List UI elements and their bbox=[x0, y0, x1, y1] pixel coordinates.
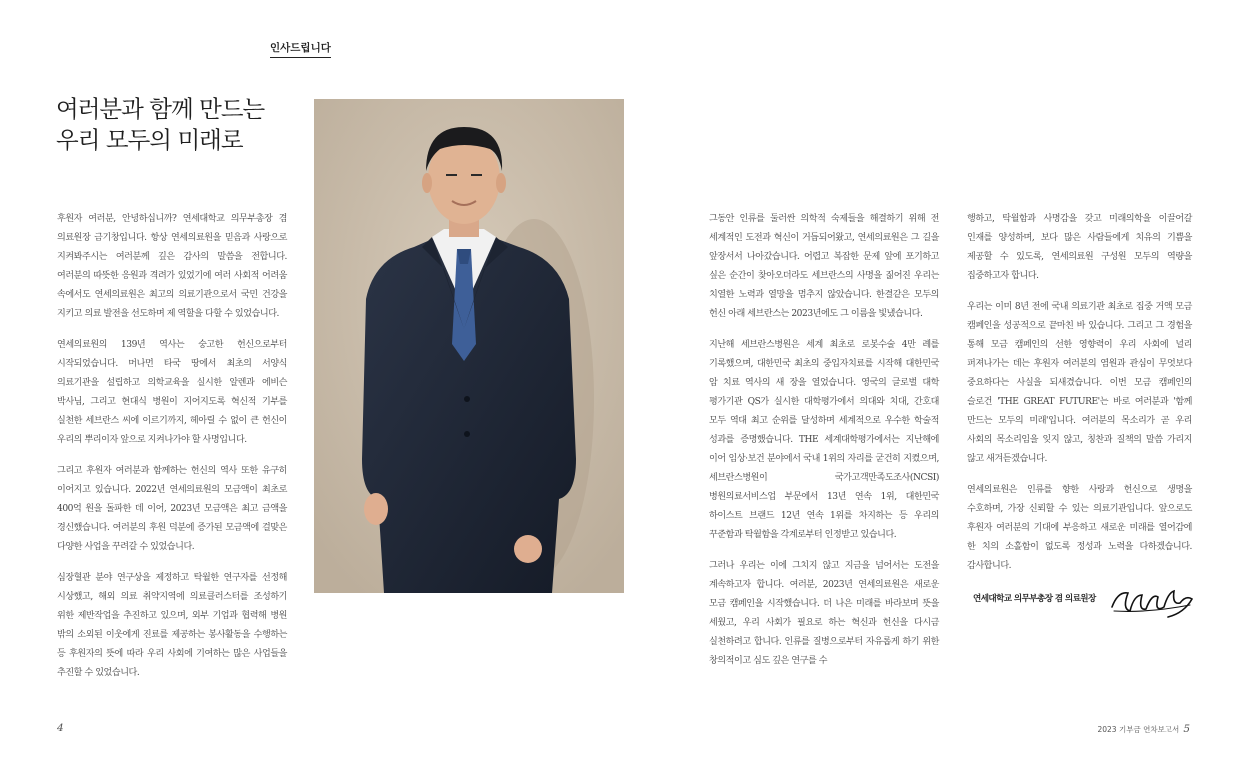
left-page-number: 4 bbox=[57, 722, 64, 734]
portrait-photo bbox=[314, 99, 624, 593]
portrait-illustration bbox=[314, 99, 624, 593]
headline-line-1: 여러분과 함께 만드는 bbox=[56, 95, 265, 123]
paragraph: 우리는 이미 8년 전에 국내 의료기관 최초로 집중 거액 모금 캠페인을 성공적으로 끝마친 바 있습니다. 그리고 그 경험을 통해 모금 캠페인의 선한 영향력이 우리 사회에 널리 퍼져나가는 데는 후원자 여러분의 염원과 관심이 무엇보다 중요하다는 사실을 되새겼습니다. 이번 모금 캠페인의 슬로건 'THE GREAT FUTURE'는 바로 여러분과 '함께 만드는 모두의 미래'입니다. 여러분의 목소리가 곧 우리 사회의 목소리임을 잊지 않고, 칭찬과 질책의 말씀 가리지 않고 새겨듣겠습니다. bbox=[967, 302, 1192, 464]
section-tag: 인사드립니다 bbox=[270, 40, 331, 58]
paragraph: 그러나 우리는 이에 그치지 않고 지금을 넘어서는 도전을 계속하고자 합니다. 여러분, 2023년 연세의료원은 새로운 모금 캠페인을 시작했습니다. 더 나은 미래를 바라보며 뜻을 세웠고, 우리 사회가 필요로 하는 혁신과 헌신을 다시금 실천하려고 합니다. 인류를 질병으로부터 자유롭게 하기 위한 창의적이고 심도 깊은 연구를 수 bbox=[709, 561, 939, 666]
paragraph: 연세의료원은 인류를 향한 사랑과 헌신으로 생명을 수호하며, 가장 신뢰할 수 있는 의료기관입니다. 앞으로도 후원자 여러분의 기대에 부응하고 새로운 미래를 열어감에 한 치의 소홀함이 없도록 정성과 노력을 다하겠습니다. 감사합니다. bbox=[967, 485, 1192, 571]
headline bbox=[56, 94, 264, 156]
headline-line-2: 우리 모두의 미래로 bbox=[56, 126, 243, 154]
footer-right bbox=[1097, 723, 1190, 735]
paragraph: 행하고, 탁월함과 사명감을 갖고 미래의학을 이끌어갈 인재를 양성하며, 보다 많은 사람들에게 치유의 기쁨을 제공할 수 있도록, 연세의료원 구성원 모두의 역량을 집중하고자 합니다. bbox=[967, 214, 1192, 281]
signature-title: 연세대학교 의무부총장 겸 의료원장 bbox=[973, 594, 1096, 604]
right-page-number: 5 bbox=[1183, 723, 1190, 735]
handwritten-signature bbox=[1108, 583, 1198, 623]
body-column-2 bbox=[709, 210, 939, 683]
body-column-3 bbox=[967, 210, 1192, 588]
report-title: 2023 기부금 연차보고서 bbox=[1097, 725, 1180, 734]
signature-block bbox=[973, 583, 1198, 623]
paragraph: 그동안 인류를 둘러싼 의학적 숙제들을 해결하기 위해 전 세계적인 도전과 혁신이 거듭되어왔고, 연세의료원은 그 길을 앞장서서 나아갔습니다. 어렵고 복잡한 문제 앞에 포기하고 싶은 순간이 찾아오더라도 세브란스의 사명을 짊어진 우리는 치열한 노력과 열망을 멈추지 않았습니다. 한결같은 모두의 헌신 아래 세브란스는 2023년에도 그 이름을 빛냈습니다. bbox=[709, 214, 939, 319]
paragraph: 그리고 후원자 여러분과 함께하는 헌신의 역사 또한 유구히 이어지고 있습니다. 2022년 연세의료원의 모금액이 최초로 400억 원을 돌파한 데 이어, 2023년 모금액은 최고 금액을 경신했습니다. 여러분의 후원 덕분에 증가된 모금액에 걸맞은 다양한 사업을 꾸려갈 수 있었습니다. bbox=[57, 466, 287, 552]
paragraph: 지난해 세브란스병원은 세계 최초로 로봇수술 4만 례를 기록했으며, 대한민국 최초의 중입자치료를 시작해 대한민국 암 치료 역사의 새 장을 열었습니다. 영국의 글로벌 대학 평가기관 QS가 실시한 대학평가에서 의대와 치대, 간호대 모두 역대 최고 순위를 달성하며 세계적으로 우수한 학술적 성과를 증명했습니다. THE 세계대학평가에서는 지난해에 이어 임상·보건 분야에서 국내 1위의 자리를 굳건히 지켰으며, 세브란스병원이 국가고객만족도조사(NCSI) 병원의료서비스업 부문에서 13년 연속 1위, 대한민국 하이스트 브랜드 12년 연속 1위를 차지하는 등 우리의 꾸준함과 탁월함을 각계로부터 인정받고 있습니다. bbox=[709, 340, 939, 540]
body-column-1 bbox=[57, 210, 287, 695]
paragraph: 후원자 여러분, 안녕하십니까? 연세대학교 의무부총장 겸 의료원장 금기창입니다. 항상 연세의료원을 믿음과 사랑으로 지켜봐주시는 여러분께 깊은 감사의 말씀을 전합니다. 여러분의 따뜻한 응원과 격려가 있었기에 여러 사회적 어려움 속에서도 연세의료원은 최고의 의료기관으로서 국민 건강을 지키고 의료 발전을 선도하며 제 역할을 다할 수 있었습니다. bbox=[57, 214, 287, 319]
paragraph: 심장혈관 분야 연구상을 제정하고 탁월한 연구자를 선정해 시상했고, 해외 의료 취약지역에 의료클러스터를 조성하기 위한 제반작업을 추진하고 있으며, 외부 기업과 협력해 병원 밖의 소외된 이웃에게 진료를 제공하는 봉사활동을 수행하는 등 후원자의 뜻에 따라 우리 사회에 기여하는 많은 사업들을 추진할 수 있었습니다. bbox=[57, 573, 287, 678]
paragraph: 연세의료원의 139년 역사는 숭고한 헌신으로부터 시작되었습니다. 머나먼 타국 땅에서 최초의 서양식 의료기관을 설립하고 의학교육을 실시한 알렌과 에비슨 박사님, 그리고 현대식 병원이 지어지도록 혁신적 기부를 실천한 세브란스 씨에 이르기까지, 헤아릴 수 없이 큰 헌신이 우리의 뿌리이자 앞으로 지켜나가야 할 사명입니다. bbox=[57, 340, 287, 445]
